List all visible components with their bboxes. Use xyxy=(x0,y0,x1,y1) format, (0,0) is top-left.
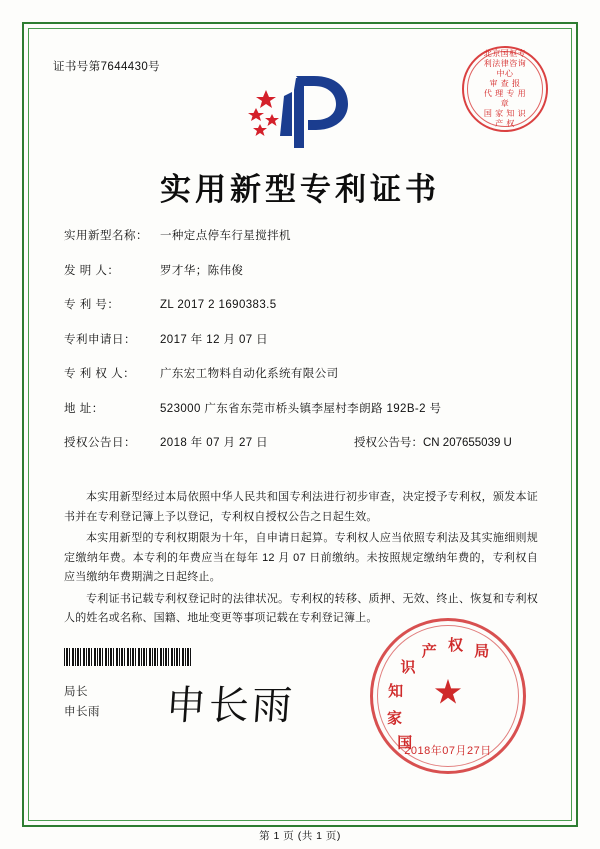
certificate-number: 证书号第7644430号 xyxy=(53,61,161,73)
seal-star-icon: ★ xyxy=(432,673,464,712)
field-row-utility-model-name xyxy=(64,228,536,244)
field-label: 实用新型名称： xyxy=(64,230,148,242)
certificate-content xyxy=(48,46,552,809)
seal-date: 2018年07月27日 xyxy=(404,745,492,757)
seal-center-line1: 北京国枢专利法律咨询中心 xyxy=(483,49,527,78)
field-value: 523000 广东省东莞市桥头镇李屋村李朗路 192B-2 号 xyxy=(160,402,442,415)
legal-paragraphs xyxy=(64,488,538,631)
field-row-inventor xyxy=(64,263,536,279)
field-value: ZL 2017 2 1690383.5 xyxy=(160,299,277,311)
field-label: 专 利 号： xyxy=(64,299,120,311)
field-label: 专 利 权 人： xyxy=(64,368,136,380)
field-row-patent-number xyxy=(64,297,536,313)
handwritten-signature: 申长雨 xyxy=(164,683,297,729)
official-seal-arc-text: 国 家 知 识 产 权 局 xyxy=(386,636,490,752)
grant-date-label: 授权公告日： xyxy=(64,437,136,449)
page-footer: 第 1 页 (共 1 页) xyxy=(259,830,341,842)
cnipa-logo-icon xyxy=(244,70,356,152)
paragraph-2: 本实用新型的专利权期限为十年，自申请日起算。专利权人应当依照专利法及其实施细则规定缴纳年费。本专利的年费应当在每年 12 月 07 日前缴纳。未按照规定缴纳年费的，专利权自应当缴纳年费期满之日起终止。 xyxy=(64,532,538,583)
field-label: 发 明 人： xyxy=(64,264,120,277)
field-row-grant-announcement xyxy=(64,435,536,451)
grant-number-group xyxy=(354,435,512,451)
field-label: 专利申请日： xyxy=(64,333,136,346)
field-row-application-date xyxy=(64,332,536,348)
field-value: 罗才华；陈伟俊 xyxy=(160,264,244,277)
seal-center-line3: 代 理 专 用 章 xyxy=(483,89,527,108)
seal-center-text xyxy=(484,49,527,129)
official-seal-stamp xyxy=(370,618,526,774)
field-value: 一种定点停车行星搅拌机 xyxy=(160,230,291,242)
paragraph-3: 专利证书记载专利权登记时的法律状况。专利权的转移、质押、无效、终止、恢复和专利权人的姓名或名称、国籍、地址变更等事项记载在专利登记簿上。 xyxy=(64,592,538,624)
field-label: 地 址： xyxy=(64,402,104,415)
signature-block xyxy=(64,682,100,722)
barcode xyxy=(64,648,192,666)
page-title: 实用新型专利证书 xyxy=(160,172,440,208)
grant-number-value: CN 207655039 U xyxy=(423,437,512,449)
field-value: 2017 年 12 月 07 日 xyxy=(160,333,269,346)
director-title: 局长 xyxy=(64,686,88,698)
seal-center-line4: 国 家 知 识 产 权 xyxy=(483,109,527,128)
fields-section xyxy=(64,228,536,470)
paragraph-1: 本实用新型经过本局依照中华人民共和国专利法进行初步审查，决定授予专利权，颁发本证书并在专利登记簿上予以登记，专利权自授权公告之日起生效。 xyxy=(64,491,538,523)
field-value: 广东宏工物料自动化系统有限公司 xyxy=(160,368,339,380)
field-row-address xyxy=(64,401,536,417)
agency-seal-stamp xyxy=(462,46,548,132)
grant-date-value: 2018 年 07 月 27 日 xyxy=(160,437,269,449)
field-row-patentee xyxy=(64,366,536,382)
seal-center-line2: 审 查 报 xyxy=(489,79,521,88)
director-name: 申长雨 xyxy=(64,706,100,718)
grant-number-label: 授权公告号： xyxy=(354,437,423,449)
